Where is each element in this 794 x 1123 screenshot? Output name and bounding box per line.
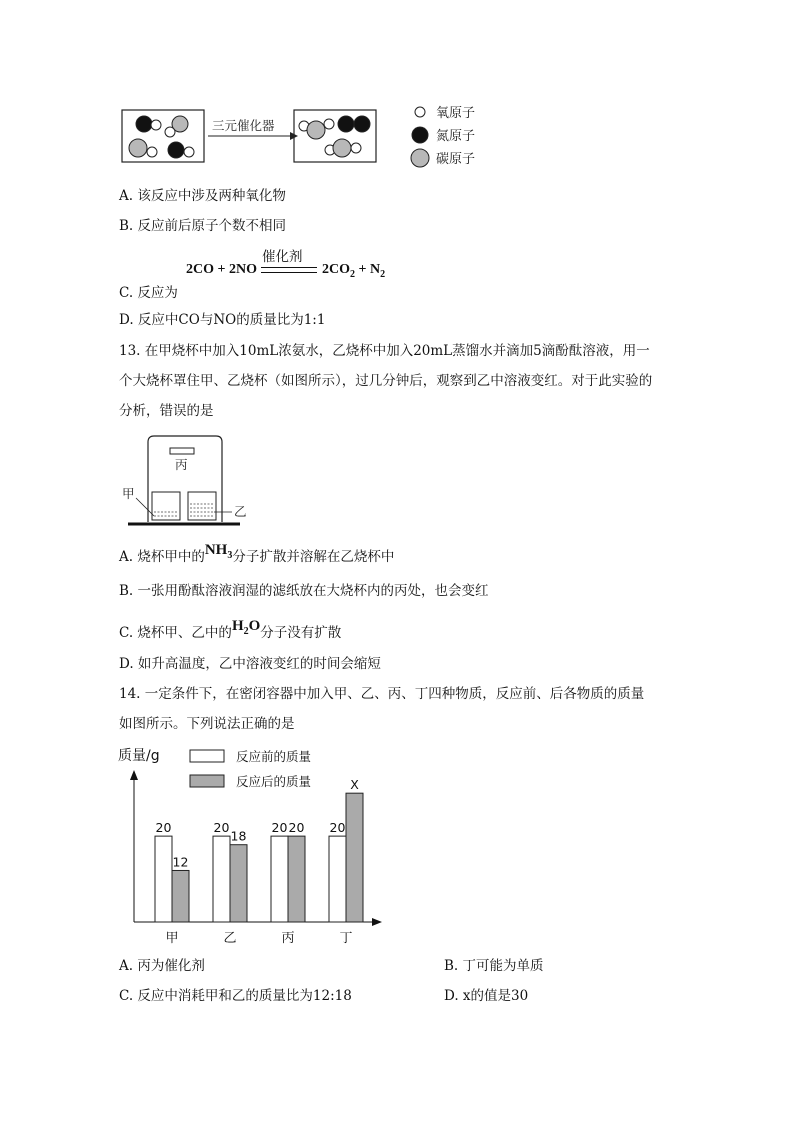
q13-option-a (119, 542, 395, 573)
equation-left: 2CO + 2NO (186, 262, 257, 277)
nh3-formula-base: NH (204, 542, 228, 558)
category-label-0: 甲 (165, 931, 179, 946)
q13-option-c-prefix: C. 烧杯甲、乙中的 (119, 625, 232, 641)
bar-label-before-0: 20 (155, 820, 172, 836)
oxygen-legend-label: 氧原子 (436, 106, 476, 121)
oxygen-legend-icon (415, 107, 425, 117)
q13-option-d: D. 如升高温度，乙中溶液变红的时间会缩短 (119, 656, 381, 672)
label-jia: 甲 (122, 486, 135, 501)
beaker-yi (188, 492, 216, 520)
legend-swatch-before (190, 750, 224, 762)
q13-stem-line-1: 13. 在甲烧杯中加入10mL浓氨水，乙烧杯中加入20mL蒸馏水并滴加5滴酚酞溶液，用一 (119, 343, 650, 359)
nh3-formula (204, 542, 233, 561)
nh3-formula-sub: 3 (227, 550, 233, 561)
q14-option-b: B. 丁可能为单质 (444, 958, 544, 974)
h2o-formula-h: H (231, 618, 244, 634)
bar-label-before-3: 20 (329, 820, 346, 836)
bar-label-before-2: 20 (271, 820, 288, 836)
pointer-jia (136, 498, 154, 516)
mass-bar-chart (110, 740, 410, 952)
q14-stem-line-2: 如图所示。下列说法正确的是 (119, 716, 295, 732)
label-yi: 乙 (234, 504, 247, 519)
legend-swatch-after (190, 775, 224, 787)
reactant-molecules (129, 116, 194, 158)
bar-after-1 (230, 845, 247, 922)
bar-before-3 (329, 836, 346, 922)
bar-after-0 (172, 870, 189, 922)
h2o-formula-o: O (248, 618, 261, 634)
q14-option-d: D. x的值是30 (444, 988, 529, 1004)
q13-stem-line-2: 个大烧杯罩住甲、乙烧杯（如图所示），过几分钟后，观察到乙中溶液变红。对于此实验的 (119, 373, 653, 389)
bar-label-before-1: 20 (213, 820, 230, 836)
beaker-diagram (118, 432, 258, 532)
bar-after-2 (288, 836, 305, 922)
q14-option-a: A. 丙为催化剂 (119, 958, 205, 974)
bar-after-3 (346, 793, 363, 922)
q12-option-a: A. 该反应中涉及两种氧化物 (119, 188, 286, 204)
chart-bars (155, 777, 363, 946)
equation-sub-n2: 2 (380, 268, 386, 280)
q12-option-b: B. 反应前后原子个数不相同 (119, 218, 287, 234)
bar-label-after-3: X (350, 777, 359, 793)
label-bing: 丙 (175, 457, 188, 472)
h2o-formula (231, 618, 261, 637)
q13-option-a-suffix: 分子扩散并溶解在乙烧杯中 (232, 549, 395, 565)
bar-before-0 (155, 836, 172, 922)
large-beaker (148, 436, 222, 522)
q14-option-c: C. 反应中消耗甲和乙的质量比为12:18 (119, 988, 352, 1004)
category-label-1: 乙 (223, 931, 237, 946)
carbon-legend-icon (411, 149, 429, 167)
chart-x-axis-arrow (372, 918, 382, 926)
category-label-3: 丁 (339, 931, 353, 946)
category-label-2: 丙 (281, 931, 295, 946)
legend-label-after: 反应后的质量 (236, 774, 312, 789)
equation-double-line (261, 267, 317, 273)
equation-right-n: + N (354, 262, 381, 277)
chart-ylabel: 质量/g (118, 748, 160, 764)
legend-label-before: 反应前的质量 (236, 749, 312, 764)
product-molecules (299, 116, 370, 157)
bar-label-after-1: 18 (230, 828, 247, 844)
q12-option-d: D. 反应中CO与NO的质量比为1:1 (119, 312, 326, 328)
q13-option-c-suffix: 分子没有扩散 (260, 625, 342, 641)
carbon-legend-label: 碳原子 (436, 152, 476, 167)
q12-option-c: C. 反应为 (119, 285, 178, 301)
beaker-jia (152, 492, 180, 520)
q13-stem-line-3: 分析，错误的是 (119, 403, 214, 419)
bar-before-2 (271, 836, 288, 922)
chart-y-axis-arrow (130, 770, 138, 780)
reaction-equation (186, 248, 386, 280)
bar-before-1 (213, 836, 230, 922)
equation-sub-co2: 2 (349, 268, 355, 280)
bar-label-after-2: 20 (288, 820, 305, 836)
equation-condition: 催化剂 (262, 249, 303, 265)
equation-right-co2: 2CO (321, 262, 350, 277)
q14-stem-line-1: 14. 一定条件下，在密闭容器中加入甲、乙、丙、丁四种物质，反应前、后各物质的质量 (119, 686, 645, 702)
bar-label-after-0: 12 (172, 854, 189, 870)
nitrogen-legend-icon (412, 127, 428, 143)
q13-option-a-prefix: A. 烧杯甲中的 (119, 549, 205, 565)
h2o-formula-sub: 2 (243, 626, 249, 637)
nitrogen-legend-label: 氮原子 (436, 129, 476, 144)
q13-option-b: B. 一张用酚酞溶液润湿的滤纸放在大烧杯内的丙处，也会变红 (119, 583, 489, 599)
reaction-diagram (118, 100, 498, 172)
label-bing-marker (170, 448, 194, 454)
arrow-label: 三元催化器 (212, 118, 275, 133)
q13-option-c (119, 618, 342, 649)
